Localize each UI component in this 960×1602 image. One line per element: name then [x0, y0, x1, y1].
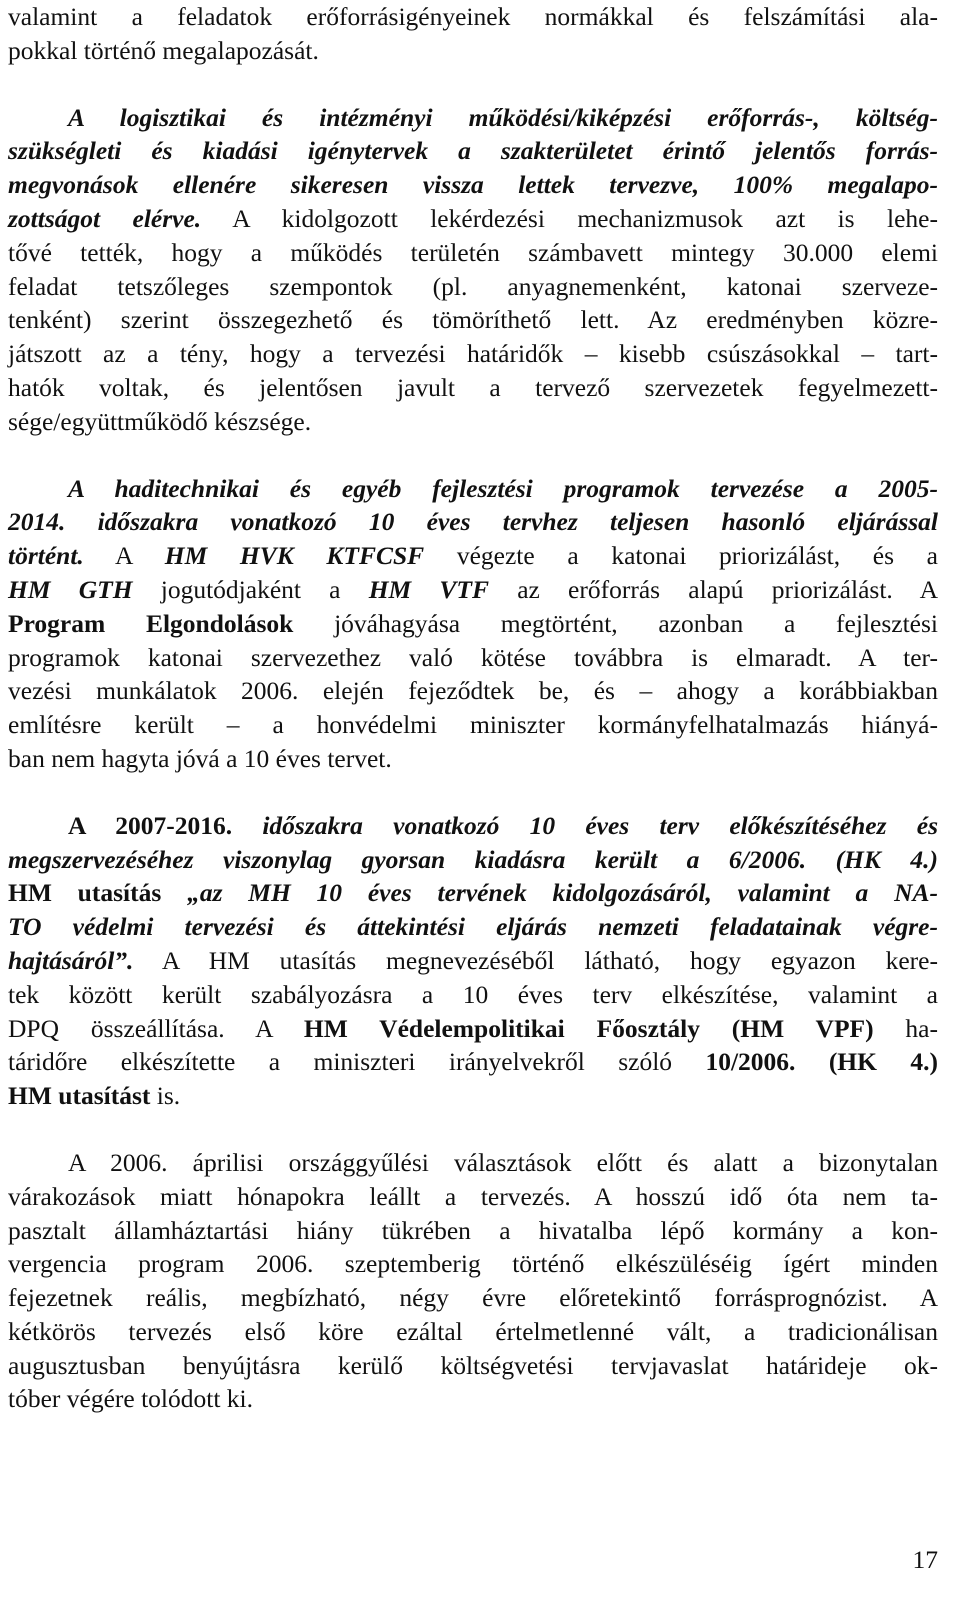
paragraph-1: [8, 0, 938, 68]
plain-text: A: [83, 541, 165, 571]
text-line: [8, 573, 938, 607]
emphasis-text: hajtásáról”.: [8, 945, 134, 975]
emphasis-text: történt.: [8, 541, 84, 571]
text-line: [8, 539, 938, 573]
text-line: augusztusban benyújtásra kerülő költségvetési tervjavaslat határideje ok-: [8, 1350, 938, 1380]
text-line: [8, 607, 938, 641]
text-line: [8, 1012, 938, 1046]
emphasis-text: „az MH 10 éves tervének kidolgozásáról, valamint a NA-: [161, 878, 938, 908]
plain-text: jóváhagyása megtörtént, azonban a fejlesztési: [293, 608, 938, 638]
text-line: tek között került szabályozásra a 10 éves terv elkészítése, valamint a: [8, 979, 938, 1009]
text-line: sége/együttműködő készsége.: [8, 406, 312, 436]
bold-text: HM utasítást: [8, 1081, 151, 1111]
paragraph-gap: [8, 776, 938, 809]
text-line: pokkal történő megalapozását.: [8, 35, 319, 65]
text-line: játszott az a tény, hogy a tervezési határidők – kisebb csúszásokkal – tart-: [8, 339, 938, 369]
plain-text: DPQ összeállítása. A: [8, 1013, 304, 1043]
text-line: fejezetnek reális, megbízható, négy évre előretekintő forrásprognózist. A: [8, 1283, 938, 1313]
text-line: feladat tetszőleges szempontok (pl. anyagnemenként, katonai szerveze-: [8, 271, 938, 301]
text-line: tenként) szerint összegezhető és tömöríthető lett. Az eredményben közre-: [8, 305, 938, 335]
plain-text: A HM utasítás megnevezéséből látható, hogy egyazon kere-: [133, 945, 938, 975]
paragraph-gap: [8, 68, 938, 101]
plain-text: ha-: [873, 1013, 938, 1043]
text-line: [8, 809, 938, 843]
text-line: megszervezéséhez viszonylag gyorsan kiadásra került a 6/2006. (HK 4.): [8, 844, 938, 874]
text-line: 2014. időszakra vonatkozó 10 éves tervhez teljesen hasonló eljárással: [8, 507, 938, 537]
text-line: tóber végére tolódott ki.: [8, 1384, 254, 1414]
text-line: [8, 1079, 938, 1113]
organization-name: HM VTF: [368, 574, 490, 604]
text-line: [8, 944, 938, 978]
emphasis-text: időszakra vonatkozó 10 éves terv előkészítéséhez és: [232, 810, 939, 840]
text-line: szükségleti és kiadási igénytervek a szakterületet érintő jelentős forrás-: [8, 136, 938, 166]
plain-text: jogutódjaként a: [132, 574, 369, 604]
text-line: [8, 202, 938, 236]
text-line: várakozások miatt hónapokra leállt a tervezés. A hosszú idő óta nem ta-: [8, 1181, 938, 1211]
text-line: A 2006. áprilisi országgyűlési választások előtt és alatt a bizonytalan: [68, 1147, 938, 1177]
emphasis-text: zottságot elérve.: [8, 203, 202, 233]
text-line: valamint a feladatok erőforrásigényeinek normákkal és felszámítási ala-: [8, 2, 938, 31]
plain-text: táridőre elkészítette a miniszteri irányelvekről szóló: [8, 1047, 706, 1077]
bold-text: A 2007-2016.: [68, 810, 233, 840]
bold-text: 10/2006. (HK 4.): [705, 1047, 938, 1077]
text-line: TO védelmi tervezési és áttekintési eljárás nemzeti feladatainak végre-: [8, 912, 938, 942]
organization-name: HM HVK KTFCSF: [164, 541, 425, 571]
text-line: hatók voltak, és jelentősen javult a tervező szervezetek fegyelmezett-: [8, 372, 938, 402]
bold-text: HM Védelempolitikai Főosztály (HM VPF): [303, 1013, 874, 1043]
plain-text: végezte a katonai priorizálást, és a: [424, 541, 938, 571]
text-line: A logisztikai és intézményi működési/kiképzési erőforrás-, költség-: [68, 102, 938, 132]
paragraph-gap: [8, 1113, 938, 1146]
text-line: vezési munkálatok 2006. elején fejeződtek be, és – ahogy a korábbiakban: [8, 676, 938, 706]
paragraph-gap: [8, 439, 938, 472]
text-line: említésre került – a honvédelmi miniszter kormányfelhatalmazás hiányá-: [8, 710, 938, 740]
bold-text: Program Elgondolások: [8, 608, 294, 638]
text-line: programok katonai szervezethez való kötése továbbra is elmaradt. A ter-: [8, 642, 938, 672]
paragraph-5: [8, 1146, 938, 1416]
text-line: megvonások ellenére sikeresen vissza lettek tervezve, 100% megalapo-: [8, 170, 938, 200]
plain-text: az erőforrás alapú priorizálást. A: [489, 574, 938, 604]
paragraph-3: [8, 472, 938, 776]
plain-text: A kidolgozott lekérdezési mechanizmusok azt is lehe-: [201, 203, 938, 233]
text-line: A haditechnikai és egyéb fejlesztési programok tervezése a 2005-: [68, 473, 938, 503]
paragraph-2: [8, 101, 938, 439]
text-line: vergencia program 2006. szeptemberig történő elkészüléséig ígért minden: [8, 1249, 938, 1279]
text-line: tővé tették, hogy a működés területén számbavett mintegy 30.000 elemi: [8, 237, 938, 267]
page-number: 17: [912, 1545, 938, 1574]
text-line: kétkörös tervezés első köre ezáltal értelmetlenné vált, a tradicionálisan: [8, 1316, 938, 1346]
bold-text: HM utasítás: [8, 878, 162, 908]
organization-name: HM GTH: [8, 574, 133, 604]
text-line: [8, 1045, 938, 1079]
document-page: [8, 0, 938, 1416]
text-line: ban nem hagyta jóvá a 10 éves tervet.: [8, 743, 392, 773]
plain-text: is.: [150, 1081, 181, 1111]
text-line: [8, 876, 938, 910]
paragraph-4: [8, 809, 938, 1113]
text-line: pasztalt államháztartási hiány tükrében a hivatalba lépő kormány a kon-: [8, 1215, 938, 1245]
